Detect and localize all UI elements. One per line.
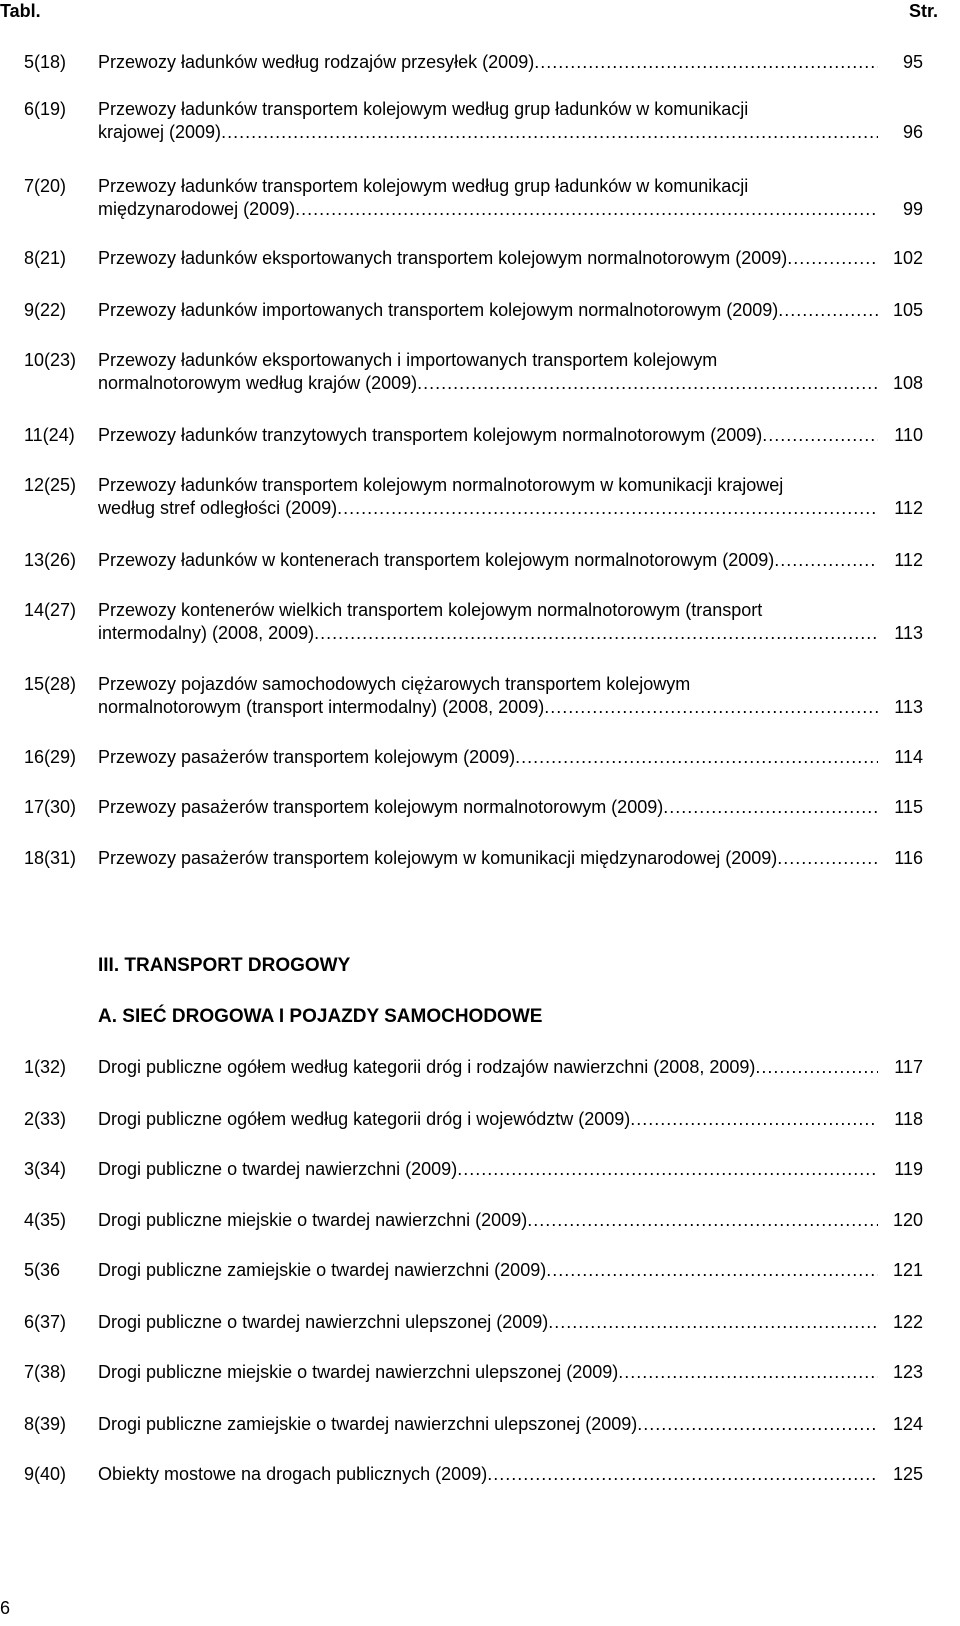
entry-page-number: 96: [902, 122, 923, 142]
entry-page-number: 124: [892, 1414, 923, 1434]
entry-title-line: [98, 121, 878, 144]
entry-page-number: 116: [894, 848, 923, 868]
dot-leader: [314, 622, 878, 645]
entry-title: [98, 1311, 878, 1334]
entry-page-number: 105: [892, 300, 923, 320]
entry-title-text: Drogi publiczne zamiejskie o twardej nawierzchni (2009): [98, 1260, 547, 1280]
entry-number: 13(26): [24, 550, 77, 570]
entry-number: 18(31): [24, 848, 77, 868]
entry-title-text: Drogi publiczne miejskie o twardej nawierzchni (2009): [98, 1210, 528, 1230]
entry-title-text: Drogi publiczne zamiejskie o twardej nawierzchni ulepszonej (2009): [98, 1414, 638, 1434]
entry-title-line: [98, 1311, 878, 1334]
entry-number: 1(32): [24, 1057, 67, 1077]
entry-title-line: [98, 349, 878, 372]
entry-title-line: [98, 746, 878, 769]
entry-number: 6(19): [24, 99, 67, 119]
entry-title-line: [98, 1158, 878, 1181]
entry-page-number: 125: [892, 1464, 923, 1484]
entry-page-number: 121: [892, 1260, 923, 1280]
dot-leader: [295, 198, 878, 221]
entry-page-number: 113: [894, 623, 923, 643]
entry-title-line: [98, 599, 878, 622]
entry-title-line: [98, 424, 878, 447]
dot-leader: [544, 696, 878, 719]
dot-leader: [221, 121, 878, 144]
entry-page-number: 108: [892, 373, 923, 393]
entry-page-number: 112: [894, 498, 923, 518]
entry-title-text: Obiekty mostowe na drogach publicznych (2009): [98, 1464, 488, 1484]
entry-page-number: 122: [892, 1312, 923, 1332]
dot-leader: [630, 1108, 878, 1131]
entry-title-line: [98, 673, 878, 696]
entry-title-line: [98, 1209, 878, 1232]
dot-leader: [534, 51, 878, 74]
dot-leader: [787, 247, 878, 270]
entry-page-number: 118: [894, 1109, 923, 1129]
entry-title-text: Przewozy ładunków transportem kolejowym normalnotorowym w komunikacji krajowej: [98, 475, 784, 495]
entry-title-text: Przewozy kontenerów wielkich transportem kolejowym normalnotorowym (transport: [98, 600, 763, 620]
entry-title: [98, 1158, 878, 1181]
dot-leader: [527, 1209, 878, 1232]
entry-number: 6(37): [24, 1312, 67, 1332]
entry-title-line: [98, 372, 878, 395]
entry-title-text: międzynarodowej (2009): [98, 199, 296, 219]
entry-title-text: Przewozy ładunków w kontenerach transportem kolejowym normalnotorowym (2009): [98, 550, 775, 570]
entry-title-line: [98, 696, 878, 719]
entry-title-text: Przewozy ładunków transportem kolejowym według grup ładunków w komunikacji: [98, 176, 749, 196]
subsection-title: A. SIEĆ DROGOWA I POJAZDY SAMOCHODOWE: [98, 1006, 543, 1027]
entry-number: 15(28): [24, 674, 77, 694]
entry-number: 11(24): [24, 425, 75, 445]
entry-title: [98, 549, 878, 572]
entry-number: 7(38): [24, 1362, 67, 1382]
entry-title-text: Drogi publiczne ogółem według kategorii dróg i województw (2009): [98, 1109, 631, 1129]
entry-title-line: [98, 1108, 878, 1131]
entry-title-text: Przewozy pojazdów samochodowych ciężarowych transportem kolejowym: [98, 674, 691, 694]
entry-title: [98, 1259, 878, 1282]
entry-title-line: [98, 847, 878, 870]
dot-leader: [778, 299, 878, 322]
entry-page-number: 110: [894, 425, 923, 445]
entry-title-line: [98, 474, 878, 497]
entry-title-line: [98, 1361, 878, 1384]
entry-title-text: Przewozy pasażerów transportem kolejowym w komunikacji międzynarodowej (2009): [98, 848, 778, 868]
entry-number: 16(29): [24, 747, 77, 767]
dot-leader: [755, 1056, 878, 1079]
entry-title-line: [98, 1463, 878, 1486]
entry-title-text: normalnotorowym według krajów (2009): [98, 373, 418, 393]
entry-title-text: Drogi publiczne miejskie o twardej nawierzchni ulepszonej (2009): [98, 1362, 619, 1382]
entry-number: 7(20): [24, 176, 67, 196]
entry-title: [98, 247, 878, 270]
entry-title: [98, 474, 878, 520]
entry-number: 9(40): [24, 1464, 67, 1484]
entry-title: [98, 1108, 878, 1131]
entry-title-line: [98, 198, 878, 221]
entry-title: [98, 51, 878, 74]
entry-title-text: według stref odległości (2009): [98, 498, 338, 518]
dot-leader: [762, 424, 878, 447]
entry-number: 4(35): [24, 1210, 67, 1230]
entry-number: 9(22): [24, 300, 67, 320]
entry-title: [98, 299, 878, 322]
entry-page-number: 120: [892, 1210, 923, 1230]
entry-title-text: Drogi publiczne o twardej nawierzchni (2009): [98, 1159, 458, 1179]
entry-number: 14(27): [24, 600, 77, 620]
entry-title-text: Przewozy ładunków tranzytowych transportem kolejowym normalnotorowym (2009): [98, 425, 763, 445]
entry-number: 5(36: [24, 1260, 61, 1280]
entry-page-number: 115: [894, 797, 923, 817]
entry-title-line: [98, 1056, 878, 1079]
entry-title-line: [98, 1259, 878, 1282]
entry-page-number: 95: [902, 52, 923, 72]
entry-title: [98, 175, 878, 221]
entry-title-line: [98, 1413, 878, 1436]
entry-title-line: [98, 549, 878, 572]
entry-number: 12(25): [24, 475, 77, 495]
entry-page-number: 99: [902, 199, 923, 219]
dot-leader: [417, 372, 878, 395]
entry-title-line: [98, 247, 878, 270]
dot-leader: [487, 1463, 878, 1486]
section-title: III. TRANSPORT DROGOWY: [98, 955, 351, 976]
entry-title: [98, 1056, 878, 1079]
entry-number: 17(30): [24, 797, 77, 817]
entry-title-text: Przewozy ładunków transportem kolejowym według grup ładunków w komunikacji: [98, 99, 749, 119]
dot-leader: [548, 1311, 878, 1334]
entry-title-text: Drogi publiczne ogółem według kategorii dróg i rodzajów nawierzchni (2008, 2009): [98, 1057, 756, 1077]
dot-leader: [663, 796, 878, 819]
entry-title-text: intermodalny) (2008, 2009): [98, 623, 315, 643]
entry-title: [98, 1413, 878, 1436]
entry-number: 8(39): [24, 1414, 67, 1434]
dot-leader: [515, 746, 878, 769]
entry-title-text: Przewozy ładunków eksportowanych transportem kolejowym normalnotorowym (2009): [98, 248, 788, 268]
dot-leader: [337, 497, 878, 520]
entry-number: 2(33): [24, 1109, 67, 1129]
entry-title-text: normalnotorowym (transport intermodalny) (2008, 2009): [98, 697, 545, 717]
page-number: 6: [0, 1598, 11, 1618]
entry-title: [98, 847, 878, 870]
entry-title-text: Przewozy ładunków według rodzajów przesyłek (2009): [98, 52, 535, 72]
entry-number: 3(34): [24, 1159, 67, 1179]
entry-page-number: 119: [894, 1159, 923, 1179]
entry-title-line: [98, 497, 878, 520]
entry-title: [98, 1463, 878, 1486]
entry-page-number: 102: [892, 248, 923, 268]
entry-page-number: 112: [894, 550, 923, 570]
entry-title-line: [98, 51, 878, 74]
dot-leader: [774, 549, 878, 572]
column-header-page: Str.: [908, 1, 938, 21]
entry-title: [98, 746, 878, 769]
entry-title-text: krajowej (2009): [98, 122, 222, 142]
entry-title-text: Przewozy pasażerów transportem kolejowym normalnotorowym (2009): [98, 797, 664, 817]
entry-number: 8(21): [24, 248, 67, 268]
column-header-table: Tabl.: [0, 1, 41, 21]
entry-title-text: Przewozy pasażerów transportem kolejowym (2009): [98, 747, 516, 767]
entry-title-text: Drogi publiczne o twardej nawierzchni ulepszonej (2009): [98, 1312, 549, 1332]
dot-leader: [546, 1259, 878, 1282]
dot-leader: [777, 847, 878, 870]
entry-page-number: 113: [894, 697, 923, 717]
entry-title: [98, 98, 878, 144]
entry-title: [98, 796, 878, 819]
entry-title: [98, 599, 878, 645]
entry-title-line: [98, 175, 878, 198]
dot-leader: [457, 1158, 878, 1181]
entry-title-text: Przewozy ładunków importowanych transportem kolejowym normalnotorowym (2009): [98, 300, 779, 320]
entry-title: [98, 1209, 878, 1232]
entry-page-number: 114: [894, 747, 923, 767]
entry-page-number: 123: [892, 1362, 923, 1382]
entry-number: 5(18): [24, 52, 67, 72]
entry-title: [98, 1361, 878, 1384]
entry-title: [98, 349, 878, 395]
entry-number: 10(23): [24, 350, 77, 370]
entry-title-line: [98, 98, 878, 121]
entry-title: [98, 424, 878, 447]
entry-title-line: [98, 796, 878, 819]
dot-leader: [637, 1413, 878, 1436]
dot-leader: [618, 1361, 878, 1384]
entry-title-line: [98, 622, 878, 645]
entry-title-line: [98, 299, 878, 322]
entry-title-text: Przewozy ładunków eksportowanych i importowanych transportem kolejowym: [98, 350, 718, 370]
entry-title: [98, 673, 878, 719]
entry-page-number: 117: [894, 1057, 923, 1077]
